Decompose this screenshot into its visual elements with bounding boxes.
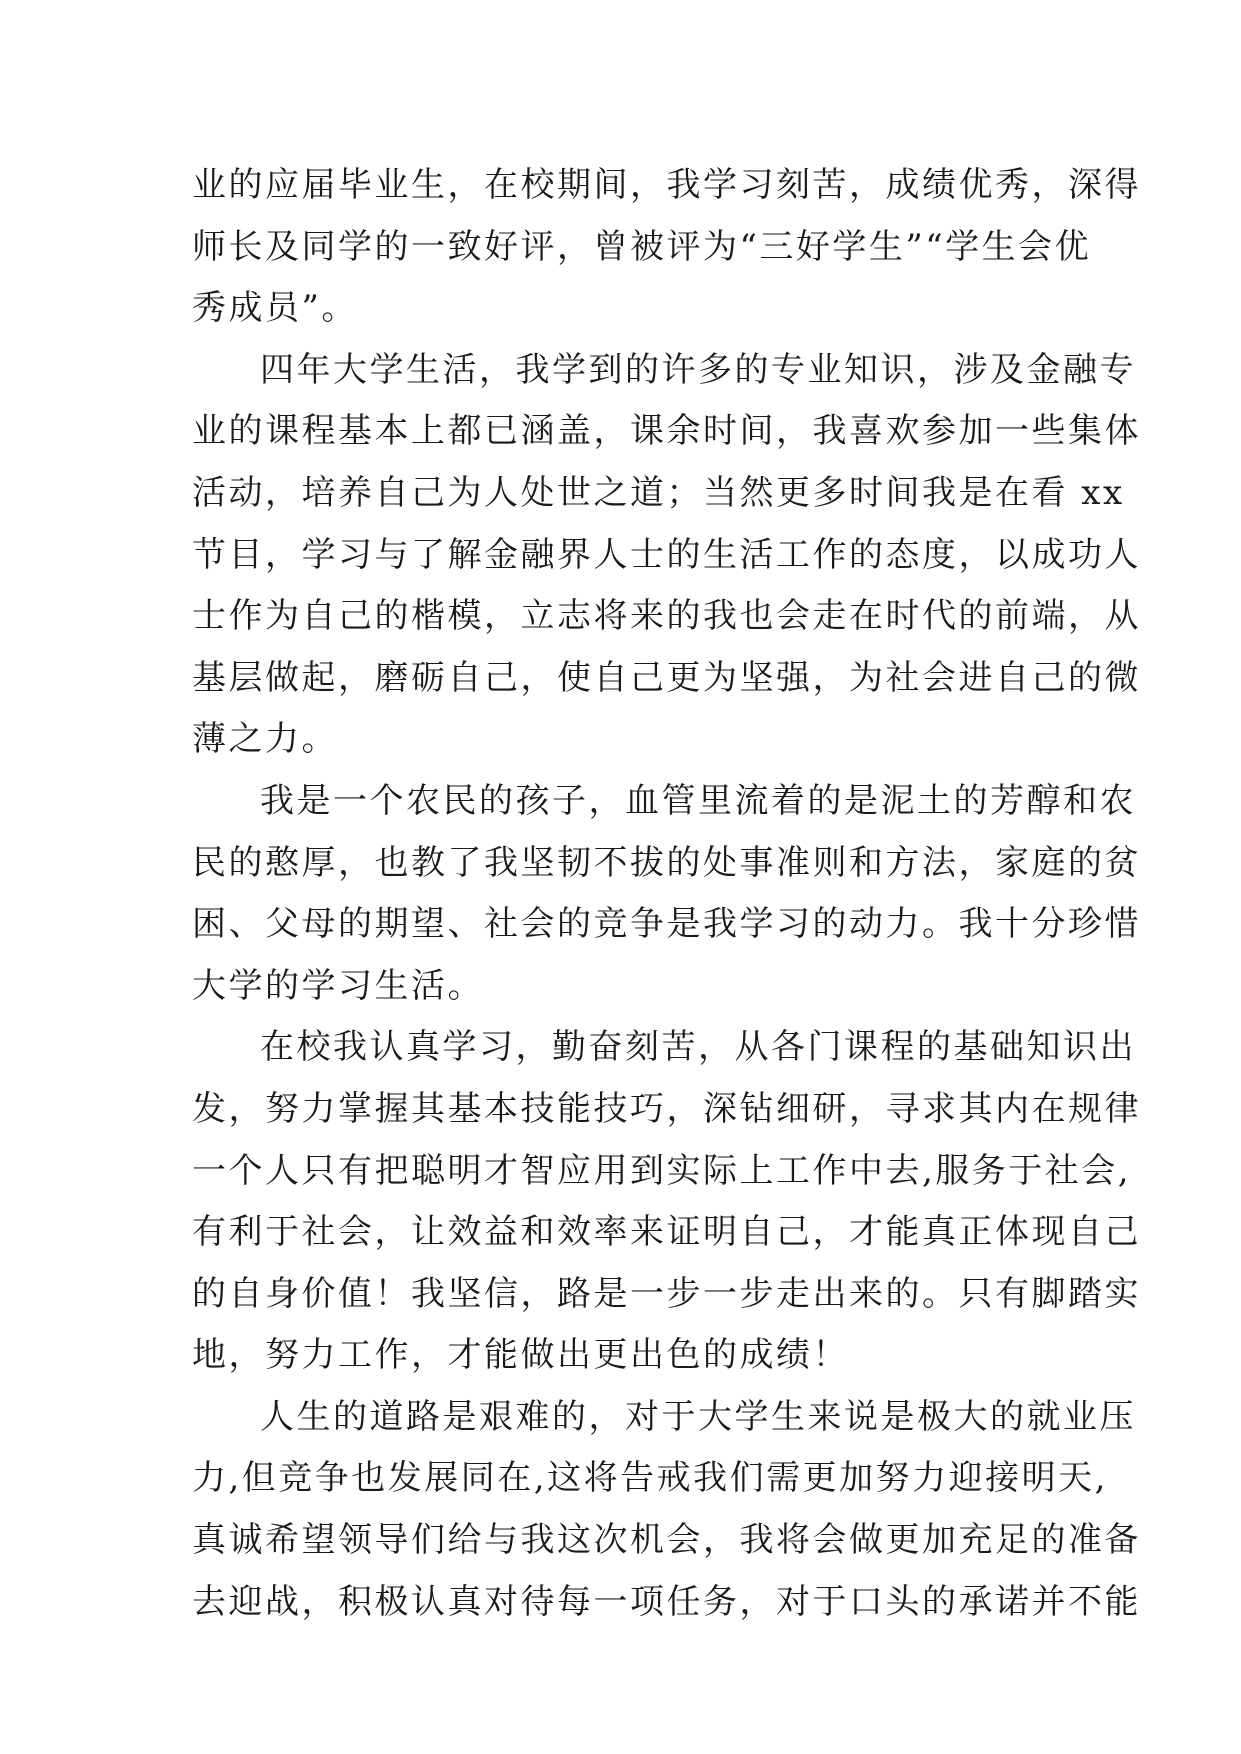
text-line: 发，努力掌握其基本技能技巧，深钻细研，寻求其内在规律 bbox=[192, 1088, 1141, 1129]
paragraph-3 bbox=[192, 771, 1141, 1017]
paragraph-5 bbox=[192, 1387, 1141, 1633]
text-line: 四年大学生活，我学到的许多的专业知识，涉及金融专 bbox=[260, 349, 1136, 390]
text-line: 基层做起，磨砺自己，使自己更为坚强，为社会进自己的微 bbox=[192, 657, 1141, 698]
text-line: 节目，学习与了解金融界人士的生活工作的态度，以成功人 bbox=[192, 534, 1141, 575]
text-line: 去迎战，积极认真对待每一项任务，对于口头的承诺并不能 bbox=[192, 1581, 1141, 1622]
text-line: 师长及同学的一致好评，曾被评为“三好学生”“学生会优 bbox=[192, 226, 1092, 267]
text-line: 在校我认真学习，勤奋刻苦，从各门课程的基础知识出 bbox=[260, 1027, 1136, 1068]
text-line: 的自身价值！我坚信，路是一步一步走出来的。只有脚踏实 bbox=[192, 1273, 1141, 1314]
text-line: 真诚希望领导们给与我这次机会，我将会做更加充足的准备 bbox=[192, 1520, 1141, 1561]
text-line: 秀成员”。 bbox=[192, 288, 358, 329]
text-line: 有利于社会，让效益和效率来证明自己，才能真正体现自己 bbox=[192, 1212, 1141, 1253]
text-line: 民的憨厚，也教了我坚韧不拔的处事准则和方法，家庭的贫 bbox=[192, 842, 1141, 883]
document-body bbox=[192, 155, 1141, 1633]
text-line: 一个人只有把聪明才智应用到实际上工作中去,服务于社会, bbox=[192, 1150, 1132, 1191]
text-line: 大学的学习生活。 bbox=[192, 965, 484, 1006]
text-line: 困、父母的期望、社会的竞争是我学习的动力。我十分珍惜 bbox=[192, 904, 1141, 945]
paragraph-4 bbox=[192, 1017, 1141, 1387]
text-line: 力,但竞争也发展同在,这将告戒我们需更加努力迎接明天, bbox=[192, 1458, 1108, 1499]
paragraph-1 bbox=[192, 155, 1141, 340]
text-line: 士作为自己的楷模，立志将来的我也会走在时代的前端，从 bbox=[192, 596, 1141, 637]
text-line: 业的课程基本上都已涵盖，课余时间，我喜欢参加一些集体 bbox=[192, 411, 1141, 452]
text-line: 业的应届毕业生，在校期间，我学习刻苦，成绩优秀，深得 bbox=[192, 165, 1141, 205]
text-line: 薄之力。 bbox=[192, 719, 338, 760]
text-line: 地，努力工作，才能做出更出色的成绩！ bbox=[192, 1335, 849, 1376]
paragraph-2 bbox=[192, 340, 1141, 771]
text-line: 人生的道路是艰难的，对于大学生来说是极大的就业压 bbox=[260, 1396, 1136, 1437]
text-line: 活动，培养自己为人处世之道；当然更多时间我是在看 xx bbox=[192, 472, 1125, 513]
text-line: 我是一个农民的孩子，血管里流着的是泥土的芳醇和农 bbox=[260, 780, 1136, 821]
